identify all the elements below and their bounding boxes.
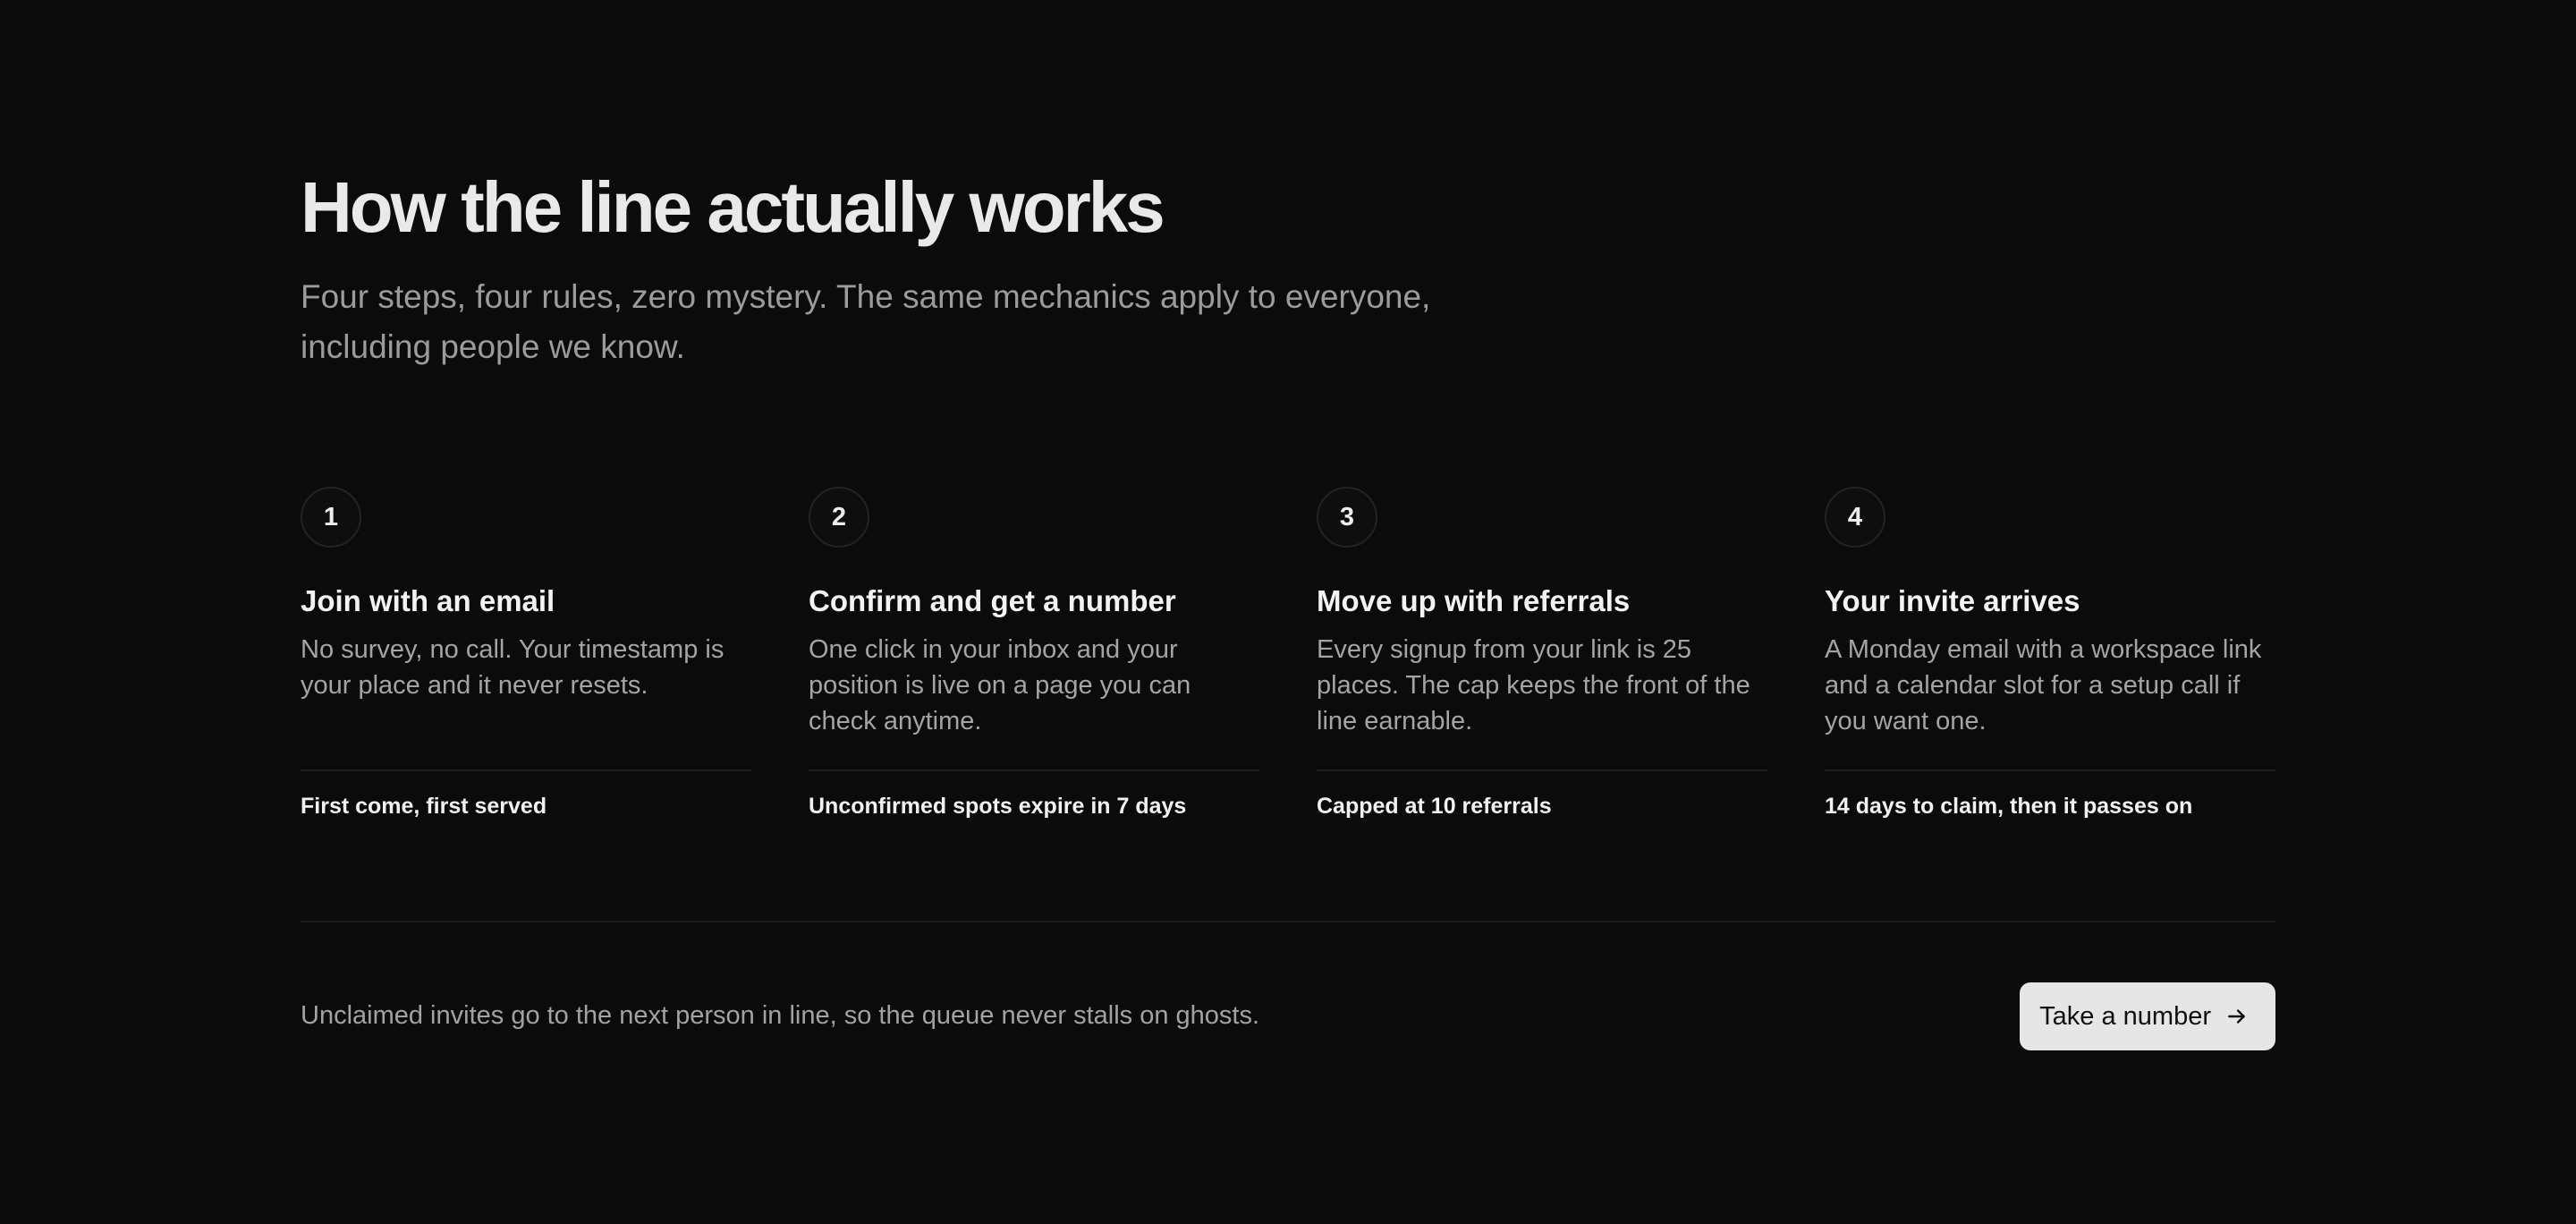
step-description: Every signup from your link is 25 places. The cap keeps the front of the line earnable. xyxy=(1317,635,1750,735)
how-it-works-section xyxy=(301,0,2275,1224)
step-number-badge: 4 xyxy=(1825,487,1885,548)
step-number-badge: 2 xyxy=(809,487,869,548)
take-a-number-button[interactable] xyxy=(2020,982,2275,1050)
step-title: Your invite arrives xyxy=(1825,584,2080,617)
section-divider xyxy=(301,921,2275,922)
step-card-3 xyxy=(1317,487,1767,827)
step-description: A Monday email with a workspace link and a calendar slot for a setup call if you want one. xyxy=(1825,635,2262,735)
step-number-badge: 1 xyxy=(301,487,361,548)
step-card-2 xyxy=(809,487,1259,827)
step-title: Confirm and get a number xyxy=(809,584,1176,617)
section-subtitle: Four steps, four rules, zero mystery. The same mechanics apply to everyone, including people we know. xyxy=(301,278,1431,365)
steps-list xyxy=(301,487,2275,827)
step-rule-label: 14 days to claim, then it passes on xyxy=(1825,794,2193,819)
step-title: Join with an email xyxy=(301,584,555,617)
step-rule-label: Unconfirmed spots expire in 7 days xyxy=(809,794,1187,819)
step-divider xyxy=(809,769,1259,771)
section-title: How the line actually works xyxy=(301,167,1163,247)
step-card-1 xyxy=(301,487,751,827)
step-divider xyxy=(1317,769,1767,771)
take-a-number-label: Take a number xyxy=(2039,1001,2211,1031)
footer-note: Unclaimed invites go to the next person in line, so the queue never stalls on ghosts. xyxy=(301,1001,1260,1030)
step-number-badge: 3 xyxy=(1317,487,1377,548)
step-title: Move up with referrals xyxy=(1317,584,1631,617)
step-divider xyxy=(1825,769,2275,771)
step-description: One click in your inbox and your position is live on a page you can check anytime. xyxy=(809,635,1191,735)
step-description: No survey, no call. Your timestamp is your place and it never resets. xyxy=(301,635,724,700)
step-rule-label: Capped at 10 referrals xyxy=(1317,794,1552,819)
step-rule-label: First come, first served xyxy=(301,794,547,819)
step-card-4 xyxy=(1825,487,2275,827)
step-divider xyxy=(301,769,751,771)
arrow-right-icon xyxy=(2225,1005,2249,1028)
